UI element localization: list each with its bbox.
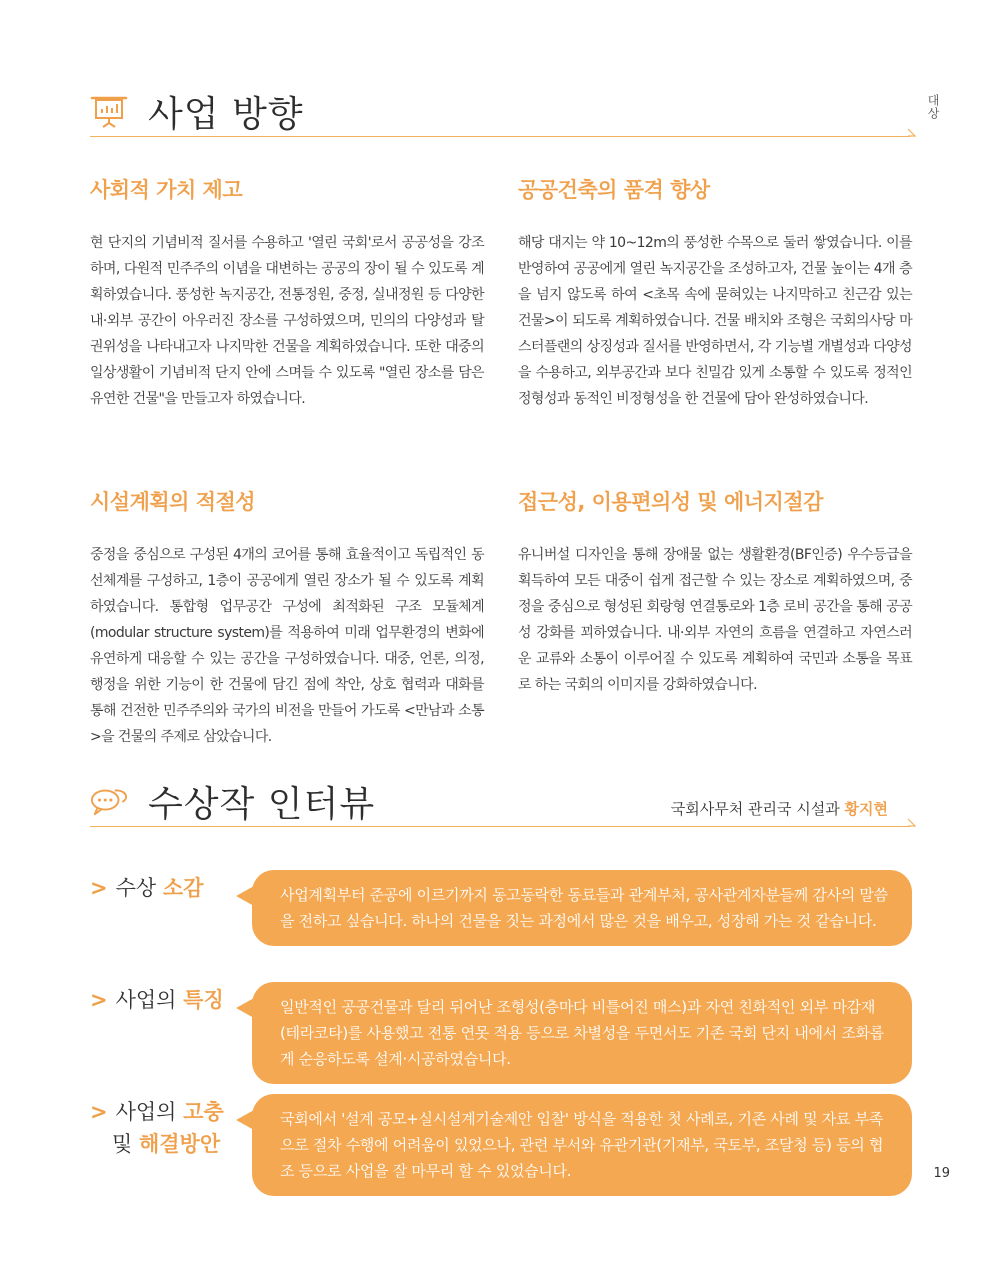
divider-end-mark [907,128,917,138]
block-heading: 시설계획의 적절성 [90,490,256,514]
section-title: 수상작 인터뷰 [148,784,376,825]
block-body: 유니버설 디자인을 통해 장애물 없는 생활환경(BF인증) 우수등급을 획득하여 모든 대중이 쉽게 접근할 수 있는 장소로 계획하였으며, 중정을 중심으로 형성된 회랑형 연결통로와 1층 로비 공간을 통해 공공성 강화를 꾀하였습니다. 내·외부 자연의 흐름을 연결하고 자연스러운 교류와 소통이 이루어질 수 있도록 계획하여 국민과 소통을 목표로 하는 국회의 이미지를 강화하였습니다. [518,547,912,693]
block-heading: 공공건축의 품격 향상 [518,178,710,202]
section-divider [90,136,910,137]
answer-text: 국회에서 '설계 공모+실시설계기술제안 입찰' 방식을 적용한 첫 사례로, 기존 사례 및 자료 부족으로 절차 수행에 어려움이 있었으나, 관련 부서와 유관기관(기재부, 국토부, 조달청 등) 등의 협조 등으로 사업을 잘 마무리 할 수 있었습니다. [280,1110,884,1180]
chevron-right-icon: > [90,876,108,900]
answer-bubble [252,870,912,946]
label-text: 사업의 [115,1100,184,1124]
bubble-tail [236,998,254,1018]
question-label [90,984,224,1014]
block-body: 해당 대지는 약 10~12m의 풍성한 수목으로 둘러 쌓였습니다. 이를 반영하여 공공에게 열린 녹지공간을 조성하고자, 건물 높이는 4개 층을 넘지 않도록 하여 <초목 속에 묻혀있는 나지막하고 친근감 있는 건물>이 되도록 계획하였습니다. 건물 배치와 조형은 국회의사당 마스터플랜의 상징성과 질서를 반영하면서, 각 기능별 개별성과 다양성을 수용하고, 외부공간과 보다 친밀감 있게 소통할 수 있도록 정적인 정형성과 동적인 비정형성을 한 건물에 담아 완성하였습니다. [518,235,912,407]
answer-bubble [252,1094,912,1196]
page-number: 19 [933,1166,950,1181]
section-divider [90,826,910,827]
direction-block [90,486,484,750]
answer-text: 일반적인 공공건물과 달리 뒤어난 조형성(층마다 비틀어진 매스)과 자연 친화적인 외부 마감재(테라코타)를 사용했고 전통 연못 적용 등으로 차별성을 두면서도 기존 국회 단지 내에서 조화롭게 순응하도록 설계·시공하였습니다. [280,998,884,1068]
chevron-right-icon: > [90,988,108,1012]
label-text: 수상 [115,876,163,900]
divider-end-mark [907,818,917,828]
direction-block [518,174,912,412]
block-heading: 사회적 가치 제고 [90,178,243,202]
side-tag: 대상 [926,94,940,120]
label-second-line [90,1128,224,1158]
question-label [90,872,203,902]
presentation-board-icon [90,92,128,130]
block-body: 중정을 중심으로 구성된 4개의 코어를 통해 효율적이고 독립적인 동선체계를 구성하고, 1층이 공공에게 열린 장소가 될 수 있도록 계획하였습니다. 통합형 업무공간 구성에 최적화된 구조 모듈체계(modular structure system)를 적용하여 미래 업무환경의 변화에 유연하게 대응할 수 있는 공간을 구성하였습니다. 대중, 언론, 의정, 행정을 위한 기능이 한 건물에 담긴 점에 착안, 상호 협력과 대화를 통해 건전한 민주주의와 국가의 비전을 만들어 가도록 <만남과 소통>을 건물의 주제로 삼았습니다. [90,547,484,745]
direction-block [518,486,912,698]
label-highlight: 특징 [183,988,224,1012]
answer-text: 사업계획부터 준공에 이르기까지 동고동락한 동료들과 관계부처, 공사관계자분들께 감사의 말씀을 전하고 싶습니다. 하나의 건물을 짓는 과정에서 많은 것을 배우고, 성장해 가는 것 같습니다. [280,886,888,930]
section-title: 사업 방향 [148,94,304,135]
block-body: 현 단지의 기념비적 질서를 수용하고 '열린 국회'로서 공공성을 강조하며, 다원적 민주주의 이념을 대변하는 공공의 장이 될 수 있도록 계획하였습니다. 풍성한 녹지공간, 전통정원, 중정, 실내정원 등 다양한 내·외부 공간이 아우러진 장소를 구성하였으며, 민의의 다양성과 탈권위성을 나타내고자 나지막한 건물을 계획하였습니다. 또한 대중의 일상생활이 기념비적 단지 안에 스며들 수 있도록 "열린 장소를 담은 유연한 건물"을 만들고자 하였습니다. [90,235,484,407]
bubble-tail [236,1110,254,1130]
section-header-direction [90,92,910,142]
credit-name: 황지현 [844,800,888,818]
label-text: 사업의 [115,988,184,1012]
direction-block [90,174,484,412]
speech-bubble-icon [90,782,128,820]
bubble-tail [236,886,254,906]
answer-bubble [252,982,912,1084]
label-text: 및 [112,1132,139,1156]
chevron-right-icon: > [90,1100,108,1124]
label-highlight: 해결방안 [138,1132,221,1156]
label-highlight: 소감 [162,876,204,900]
credit-department: 국회사무처 관리국 시설과 [670,800,840,818]
question-label [90,1096,224,1158]
interviewee-credit [671,798,888,819]
block-heading: 접근성, 이용편의성 및 에너지절감 [518,490,823,514]
label-highlight: 고충 [183,1100,224,1124]
